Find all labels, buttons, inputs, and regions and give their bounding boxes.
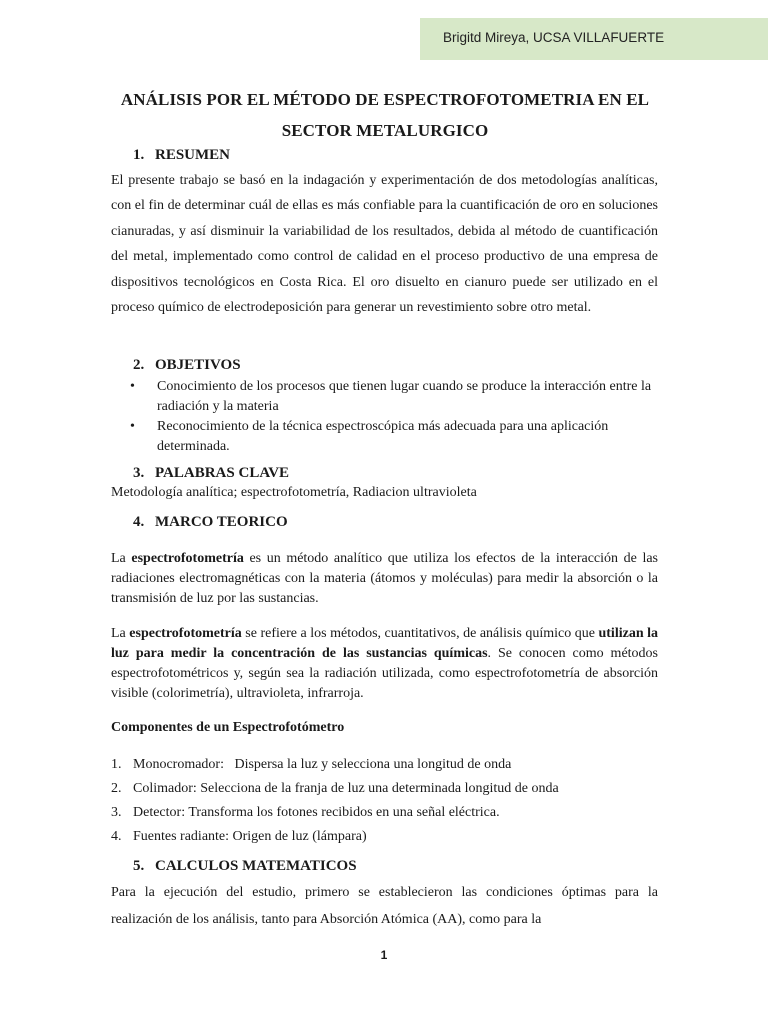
item-text: Monocromador: Dispersa la luz y selecciona una longitud de onda — [133, 757, 512, 772]
marco-paragraph-1 — [111, 549, 658, 609]
palabras-clave-text: Metodología analítica; espectrofotometría, Radiacion ultravioleta — [111, 485, 477, 500]
item-number: 1. — [111, 757, 122, 772]
bold-term: espectrofotometría — [131, 551, 244, 566]
list-item — [111, 803, 559, 827]
objetivos-list — [130, 377, 658, 457]
text-run: La — [111, 551, 132, 566]
heading-marco-teorico — [133, 514, 288, 531]
componentes-list — [111, 755, 559, 851]
heading-resumen — [133, 147, 230, 164]
document-title: ANÁLISIS POR EL MÉTODO DE ESPECTROFOTOMETRIA EN EL SECTOR METALURGICO — [120, 90, 650, 140]
item-number: 4. — [111, 829, 122, 844]
list-item — [111, 755, 559, 779]
heading-text: MARCO TEORICO — [155, 514, 288, 530]
list-item — [111, 779, 559, 803]
list-item: • Reconocimiento de la técnica espectroscópica más adecuada para una aplicación determinada. — [130, 417, 658, 457]
heading-text: RESUMEN — [155, 147, 231, 163]
header-author: Brigitd Mireya, UCSA VILLAFUERTE — [443, 30, 665, 45]
item-text: Colimador: Selecciona de la franja de luz una determinada longitud de onda — [133, 781, 559, 796]
bold-term: espectrofotometría — [129, 626, 242, 641]
heading-calculos — [133, 858, 357, 875]
heading-number: 3. — [133, 465, 145, 481]
heading-palabras-clave — [133, 465, 289, 482]
page-number: 1 — [380, 948, 388, 962]
text-run: es un método analítico que utiliza los efectos de la interacción de las radiaciones electromagnéticas con la materia (átomos y moléculas) para medir la absorción o la transmisión de luz por las sustancias. — [111, 551, 658, 606]
heading-number: 5. — [133, 858, 145, 874]
resumen-paragraph: El presente trabajo se basó en la indagación y experimentación de dos metodologías analíticas, con el fin de determinar cuál de ellas es más confiable para la cuantificación de oro en soluciones cianuradas, y así disminuir la variabilidad de los resultados, debida al método de cuantificación del metal, implementado como control de calidad en el proceso productivo de una empresa de dispositivos tecnológicos en Costa Rica. El oro disuelto en cianuro puede ser utilizado en el proceso químico de electrodeposición para generar un revestimiento sobre otro metal. — [111, 173, 658, 316]
componentes-heading: Componentes de un Espectrofotómetro — [111, 720, 345, 735]
bold-phrase: utilizan la luz para medir la concentración de las sustancias químicas — [111, 626, 659, 661]
item-number: 3. — [111, 805, 122, 820]
heading-text: PALABRAS CLAVE — [155, 465, 290, 481]
heading-text: CALCULOS MATEMATICOS — [155, 858, 357, 874]
heading-number: 1. — [133, 147, 145, 163]
list-item: • Conocimiento de los procesos que tienen lugar cuando se produce la interacción entre la radiación y la materia — [130, 377, 658, 417]
heading-number: 2. — [133, 357, 145, 373]
calculos-paragraph: Para la ejecución del estudio, primero se establecieron las condiciones óptimas para la realización de los análisis, tanto para Absorción Atómica (AA), como para la — [111, 885, 658, 927]
heading-text: OBJETIVOS — [155, 357, 241, 373]
marco-paragraph-2 — [111, 624, 658, 704]
heading-number: 4. — [133, 514, 145, 530]
item-text: Detector: Transforma los fotones recibidos en una señal eléctrica. — [133, 805, 500, 820]
text-run: . Se conocen como métodos espectrofotométricos y, según sea la radiación utilizada, como espectrofotometría de absorción visible (colorimetría), ultravioleta, infrarroja. — [111, 646, 658, 701]
text-run: La — [111, 626, 130, 641]
list-item — [111, 827, 559, 851]
item-text: Fuentes radiante: Origen de luz (lámpara) — [133, 829, 367, 844]
heading-objetivos — [133, 357, 241, 374]
item-number: 2. — [111, 781, 122, 796]
text-run: se refiere a los métodos, cuantitativos, de análisis químico que — [241, 626, 599, 641]
